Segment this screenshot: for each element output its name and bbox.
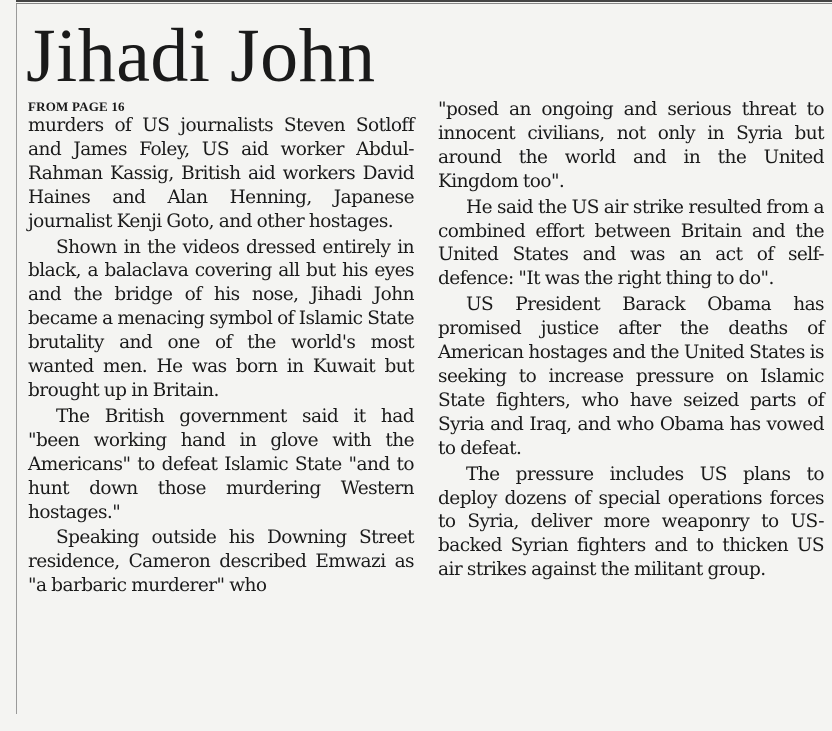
paragraph: "posed an ongoing and serious threat to innocent civilians, not only in Syria but around the world and in the United Kingdom too".	[438, 99, 824, 192]
article-column-right	[438, 98, 824, 582]
paragraph: Speaking outside his Downing Street residence, Cameron described Emwazi as "a barbaric murderer" who	[28, 527, 414, 597]
paragraph: Shown in the videos dressed entirely in black, a balaclava covering all but his eyes and the bridge of his nose, Jihadi John became a menacing symbol of Islamic State brutality and one of the world's most wanted men. He was born in Kuwait but brought up in Britain.	[28, 236, 414, 401]
paragraph: He said the US air strike resulted from a combined effort between Britain and the United States and was an act of self-defence: "It was the right thing to do".	[438, 196, 824, 290]
top-rule	[16, 0, 832, 4]
column-left-rule	[16, 4, 17, 714]
article-column-left	[28, 98, 414, 598]
paragraph: US President Barack Obama has promised justice after the deaths of American hostages and the United States is seeking to increase pressure on Islamic State fighters, who have seized parts of Syria and Iraq, and who Obama has vowed to defeat.	[438, 294, 824, 459]
paragraph: murders of US journalists Steven Sotloff and James Foley, US aid worker Abdul-Rahman Kassig, British aid workers David Haines and Alan Henning, Japanese journalist Kenji Goto, and other hostages.	[28, 115, 414, 232]
continued-from-kicker: FROM PAGE 16	[28, 99, 125, 114]
headline: Jihadi John	[26, 14, 376, 98]
paragraph: The pressure includes US plans to deploy dozens of special operations forces to Syria, deliver more weaponry to US-backed Syrian fighters and to thicken US air strikes against the militant group.	[438, 463, 824, 581]
paragraph: The British government said it had "been working hand in glove with the Americans" to defeat Islamic State "and to hunt down those murdering Western hostages."	[28, 405, 414, 523]
